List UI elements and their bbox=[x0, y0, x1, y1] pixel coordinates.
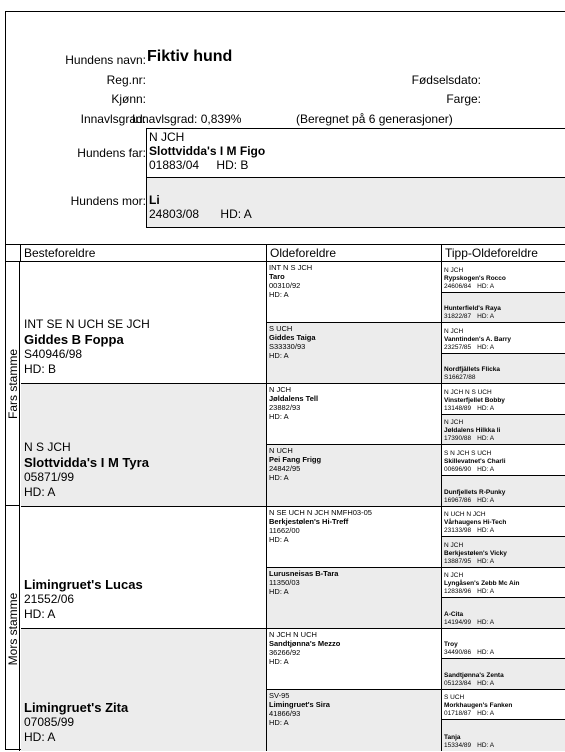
great-great-grandparent-cell bbox=[442, 415, 565, 446]
father-label: Hundens far: bbox=[77, 146, 146, 160]
great-great-grandparent-cell bbox=[442, 384, 565, 415]
inbreeding-value: Innavlsgrad: 0,839% bbox=[132, 112, 242, 126]
dog-reg: 14194/99 bbox=[444, 618, 472, 626]
dog-reg-line bbox=[444, 680, 565, 688]
dog-reg: 15334/89 bbox=[444, 742, 472, 749]
dog-reg: 17390/88 bbox=[444, 435, 472, 443]
dog-hd: HD: A bbox=[477, 496, 495, 504]
pedigree-page bbox=[5, 11, 565, 750]
dog-reg: 36266/92 bbox=[269, 647, 301, 657]
great-great-grandparent-cell bbox=[442, 476, 565, 507]
dog-reg-line bbox=[444, 497, 565, 505]
dog-name: Fiktiv hund bbox=[147, 48, 233, 65]
dog-hd: HD: A bbox=[269, 351, 289, 361]
sex-label: Kjønn: bbox=[111, 92, 146, 106]
great-great-grandparent-cell bbox=[442, 354, 565, 385]
dog-titles: INT N S JCH bbox=[269, 263, 313, 272]
great-great-grandparent-cell bbox=[442, 445, 565, 476]
dog-hd: HD: A bbox=[269, 717, 289, 727]
great-great-grandparent-cell bbox=[442, 507, 565, 538]
dog-name: Giddes Taiga bbox=[269, 333, 316, 343]
dog-titles: S N JCH S UCH bbox=[444, 449, 492, 457]
dog-reg: 07085/99 bbox=[24, 715, 75, 729]
dog-reg: S40946/98 bbox=[24, 347, 83, 362]
grandparent-cell bbox=[21, 507, 267, 629]
great-great-grandparent-cell bbox=[442, 262, 565, 293]
side-father-lineage bbox=[6, 262, 20, 506]
dog-name: Limingruet's Zita bbox=[24, 700, 129, 715]
dog-name: Vårhaugens Hi-Tech bbox=[444, 519, 507, 527]
dog-reg-line bbox=[444, 558, 565, 566]
pedigree-table bbox=[6, 244, 565, 751]
dog-reg-line bbox=[444, 405, 565, 413]
dog-reg: S33330/93 bbox=[269, 342, 306, 352]
dog-reg-line bbox=[444, 466, 565, 474]
dog-name: Skillevatnet's Charli bbox=[444, 457, 506, 465]
dog-name: Jøldalens Hilkka li bbox=[444, 427, 501, 435]
great-grandparent-cell bbox=[267, 690, 442, 751]
dog-titles: N JCH bbox=[444, 327, 464, 335]
dog-reg-line bbox=[444, 649, 565, 657]
dog-name: Jøldalens Tell bbox=[269, 394, 319, 404]
dog-name: Lyngåsen's Zebb Mc Ain bbox=[444, 580, 520, 588]
dog-hd: HD: A bbox=[477, 649, 495, 657]
great-great-grandparent-cell bbox=[442, 629, 565, 660]
dog-hd: HD: A bbox=[477, 465, 495, 473]
dog-reg: 12838/96 bbox=[444, 588, 472, 596]
dog-hd: HD: A bbox=[477, 282, 495, 290]
great-grandparent-cell bbox=[267, 568, 442, 629]
dog-name: Pei Fang Frigg bbox=[269, 455, 322, 465]
father-titles: N JCH bbox=[149, 130, 185, 144]
dog-name: Rypskogen's Rocco bbox=[444, 274, 506, 282]
great-great-grandparent-cell bbox=[442, 293, 565, 324]
dog-reg: 00310/92 bbox=[269, 281, 301, 290]
dog-titles: S UCH bbox=[269, 324, 293, 334]
dog-reg: 11662/00 bbox=[269, 525, 300, 535]
dog-name: Lurusneisas B-Tara bbox=[269, 568, 339, 578]
side-mother-lineage bbox=[6, 506, 20, 751]
dog-reg: 21552/06 bbox=[24, 591, 75, 606]
dog-hd: HD: A bbox=[269, 412, 289, 422]
dog-name: Sandtjønna's Mezzo bbox=[269, 638, 341, 648]
mother-reg: 24803/08 bbox=[149, 207, 200, 221]
dog-reg-line bbox=[444, 742, 565, 750]
great-great-grandparent-cell bbox=[442, 323, 565, 354]
great-grandparent-cell bbox=[267, 323, 442, 384]
dog-reg-line bbox=[444, 710, 565, 718]
dog-reg-line bbox=[444, 313, 565, 321]
great-grandparent-cell bbox=[267, 262, 442, 323]
father-name: Slottvidda's I M Figo bbox=[149, 144, 266, 158]
dog-name: Slottvidda's I M Tyra bbox=[24, 454, 149, 470]
dog-hd: HD: A bbox=[269, 656, 289, 666]
great-grandparent-cell bbox=[267, 629, 442, 690]
dog-name: A-Cita bbox=[444, 610, 464, 618]
dog-reg: 34490/86 bbox=[444, 649, 472, 657]
dog-name: Berkjestølen's Vicky bbox=[444, 549, 507, 557]
dog-reg: 16967/86 bbox=[444, 496, 472, 504]
dog-hd: HD: A bbox=[24, 484, 56, 499]
great-grandparent-cell bbox=[267, 445, 442, 506]
dog-reg: 13887/95 bbox=[444, 557, 472, 565]
mother-label: Hundens mor: bbox=[70, 194, 146, 208]
dog-name: Troy bbox=[444, 641, 458, 649]
grandparent-cell bbox=[21, 262, 267, 384]
great-great-grandparent-cell bbox=[442, 659, 565, 690]
dog-name: Vanntinden's A. Barry bbox=[444, 335, 512, 343]
dog-reg: 24842/95 bbox=[269, 464, 301, 474]
dog-reg-line bbox=[444, 527, 565, 535]
mother-hd: HD: A bbox=[220, 207, 252, 221]
dog-reg: 13148/89 bbox=[444, 404, 472, 412]
dog-hd: HD: A bbox=[477, 404, 495, 412]
dog-titles: N UCH bbox=[269, 446, 293, 456]
dog-name: Tanja bbox=[444, 734, 461, 741]
dog-titles: N S JCH bbox=[24, 439, 71, 454]
color-label: Farge: bbox=[446, 92, 481, 106]
grandparent-cell bbox=[21, 384, 267, 506]
grandparent-cell bbox=[21, 629, 267, 751]
dog-reg: 23133/98 bbox=[444, 527, 472, 535]
great-grandparent-cell bbox=[267, 507, 442, 568]
dog-hd: HD: A bbox=[477, 557, 495, 565]
dog-hd: HD: A bbox=[477, 435, 495, 443]
dog-hd: HD: A bbox=[477, 313, 495, 321]
dog-name: Taro bbox=[269, 272, 285, 281]
dog-hd: HD: A bbox=[477, 527, 495, 535]
dog-name: Hunterfield's Raya bbox=[444, 305, 501, 313]
dog-name: Giddes B Foppa bbox=[24, 332, 124, 348]
side-mother-label: Mors stamme bbox=[5, 592, 20, 665]
dog-name: Morkhaugen's Fanken bbox=[444, 702, 513, 710]
dog-hd: HD: A bbox=[269, 473, 289, 483]
dog-reg: 23882/93 bbox=[269, 403, 301, 413]
header-great-great-grandparents: Tipp-Oldeforeldre bbox=[442, 244, 565, 262]
side-father-label: Fars stamme bbox=[5, 348, 20, 419]
dog-reg-line bbox=[444, 344, 565, 352]
dog-titles: S UCH bbox=[444, 694, 465, 702]
header-empty bbox=[6, 244, 21, 262]
dog-titles: N JCH bbox=[444, 541, 464, 549]
header-great-grandparents: Oldeforeldre bbox=[267, 244, 442, 262]
dog-name: Berkjestølen's Hi-Treff bbox=[269, 516, 349, 526]
dog-titles: N JCH N S UCH bbox=[444, 388, 492, 396]
dog-titles: SV-95 bbox=[269, 690, 290, 700]
father-reg: 01883/04 bbox=[149, 158, 200, 172]
dog-titles: N JCH N UCH bbox=[269, 629, 317, 639]
dog-hd: HD: A bbox=[477, 588, 495, 596]
dog-reg: 01718/87 bbox=[444, 710, 472, 718]
dog-name: Sandtjønna's Zenta bbox=[444, 671, 504, 679]
name-label: Hundens navn: bbox=[65, 53, 146, 67]
dog-hd: HD: A bbox=[24, 730, 56, 744]
regnr-label: Reg.nr: bbox=[106, 73, 146, 87]
dog-titles: N JCH bbox=[269, 385, 292, 395]
dog-name: Limingruet's Sira bbox=[269, 699, 330, 709]
dog-hd: HD: A bbox=[477, 679, 495, 687]
dog-hd: HD: A bbox=[477, 343, 495, 351]
dog-titles: N UCH N JCH bbox=[444, 511, 486, 519]
dog-name: Nordfjällets Flicka bbox=[444, 366, 500, 374]
dog-titles: N JCH bbox=[444, 266, 464, 274]
dog-reg: 00696/90 bbox=[444, 465, 472, 473]
dog-hd: HD: A bbox=[24, 606, 56, 621]
dog-reg-line bbox=[444, 283, 565, 291]
great-great-grandparent-cell bbox=[442, 598, 565, 629]
birthdate-label: Fødselsdato: bbox=[411, 73, 481, 87]
dog-hd: HD: A bbox=[269, 534, 289, 544]
dog-name: Limingruet's Lucas bbox=[24, 576, 143, 592]
dog-reg-line bbox=[444, 374, 565, 382]
great-great-grandparent-cell bbox=[442, 690, 565, 721]
great-great-grandparent-cell bbox=[442, 720, 565, 751]
mother-box bbox=[146, 177, 565, 228]
dog-reg: 41866/93 bbox=[269, 708, 301, 718]
dog-hd: HD: A bbox=[477, 742, 495, 749]
dog-reg: 24606/84 bbox=[444, 282, 472, 290]
dog-reg: 31822/87 bbox=[444, 313, 472, 321]
great-great-grandparent-cell bbox=[442, 568, 565, 599]
dog-reg-line bbox=[444, 619, 565, 627]
dog-reg-line bbox=[444, 435, 565, 443]
dog-hd: HD: A bbox=[269, 290, 289, 299]
dog-name: Dunfjellets R-Punky bbox=[444, 488, 506, 496]
dog-titles: N JCH bbox=[444, 419, 464, 427]
dog-name: Vinsterfjellet Bobby bbox=[444, 396, 505, 404]
father-box bbox=[146, 128, 565, 178]
dog-reg: 05123/84 bbox=[444, 679, 472, 687]
dog-reg-line bbox=[444, 588, 565, 596]
dog-hd: HD: A bbox=[477, 618, 495, 626]
great-great-grandparent-cell bbox=[442, 537, 565, 568]
dog-reg: 05871/99 bbox=[24, 469, 75, 484]
dog-hd: HD: B bbox=[24, 362, 57, 377]
dog-reg: 11350/03 bbox=[269, 577, 300, 587]
mother-name: Li bbox=[149, 193, 160, 207]
dog-hd: HD: A bbox=[477, 710, 495, 718]
great-grandparent-cell bbox=[267, 384, 442, 445]
inbreeding-label: Innavlsgrad: bbox=[80, 112, 146, 126]
dog-titles: N SE UCH N JCH NMFH03-05 bbox=[269, 507, 372, 517]
dog-reg: 23257/85 bbox=[444, 343, 472, 351]
father-hd: HD: B bbox=[216, 158, 249, 172]
dog-titles: INT SE N UCH SE JCH bbox=[24, 317, 150, 332]
dog-titles: N JCH bbox=[444, 572, 464, 580]
dog-hd: HD: A bbox=[269, 586, 289, 596]
dog-reg: S16627/88 bbox=[444, 374, 476, 382]
inbreeding-note: (Beregnet på 6 generasjoner) bbox=[296, 112, 453, 126]
header-grandparents: Besteforeldre bbox=[21, 244, 267, 262]
